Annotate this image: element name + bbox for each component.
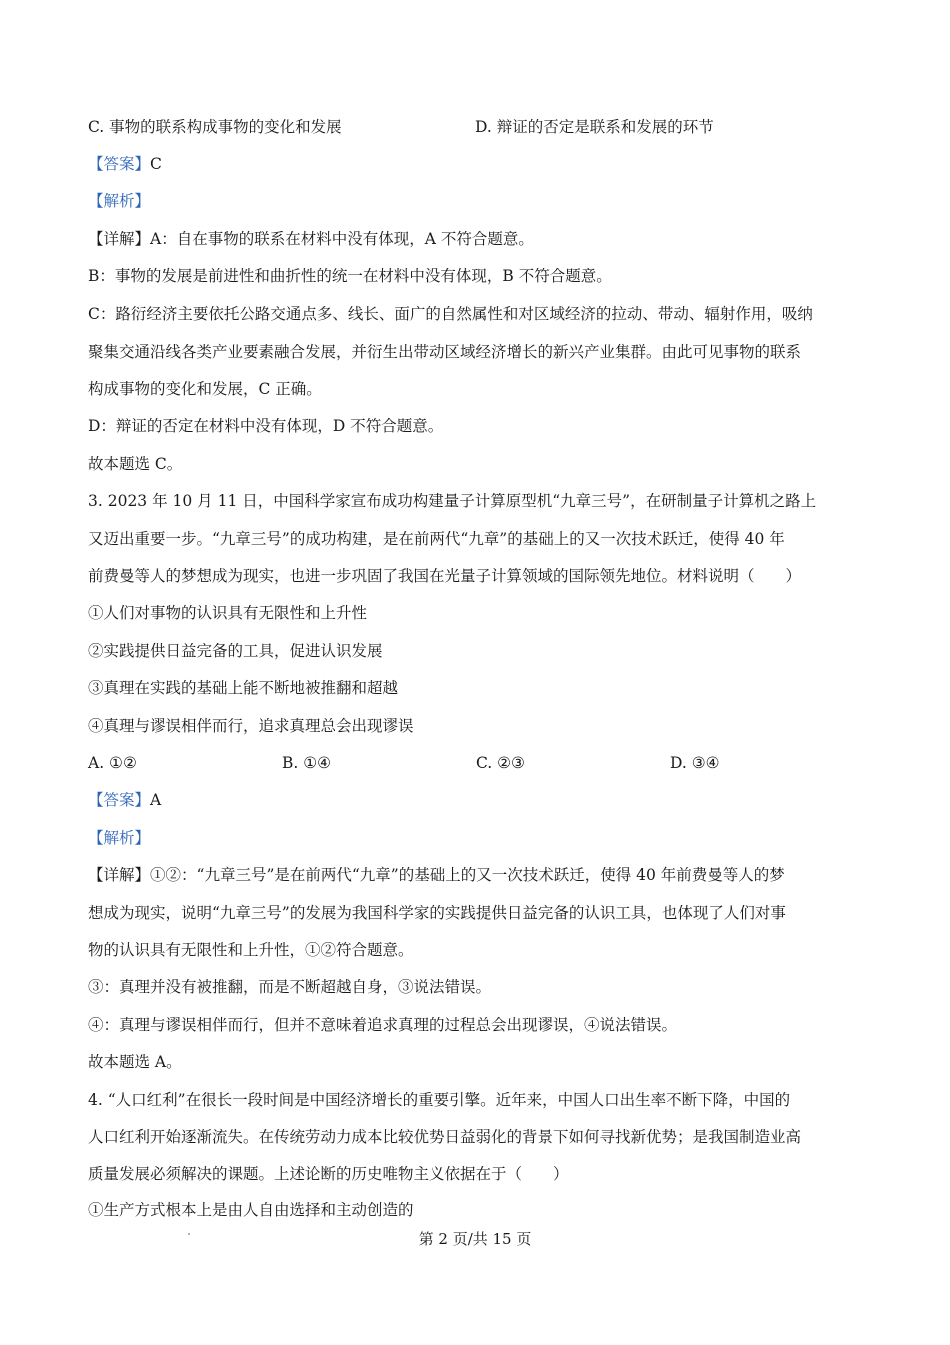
q2-detail-c-1: C：路衍经济主要依托公路交通点多、线长、面广的自然属性和对区域经济的拉动、带动、辐射作用，吸纳 — [88, 305, 813, 323]
q2-detail-d: D：辩证的否定在材料中没有体现，D 不符合题意。 — [88, 417, 444, 435]
q3-option-c: C. ②③ — [476, 754, 525, 772]
q3-option-a: A. ①② — [88, 754, 137, 772]
answer-tag: 【答案】 — [88, 791, 151, 809]
detail-text: ①②：“九章三号”是在前两代“九章”的基础上的又一次技术跃迁，使得 40 年前费曼等人的梦 — [150, 866, 785, 884]
q3-item-3: ③真理在实践的基础上能不断地被推翻和超越 — [88, 679, 399, 697]
detail-text: A：自在事物的联系在材料中没有体现，A 不符合题意。 — [150, 230, 534, 248]
answer-value: C — [150, 155, 162, 173]
q2-options-row — [88, 117, 868, 137]
q3-detail-1 — [88, 865, 868, 885]
q2-detail-a — [88, 229, 868, 249]
answer-tag: 【答案】 — [88, 155, 151, 173]
q3-stem-1: 3. 2023 年 10 月 11 日，中国科学家宣布成功构建量子计算原型机“九章三号”，在研制量子计算机之路上 — [88, 492, 817, 510]
page-footer: 第 2 页/共 15 页 — [418, 1230, 532, 1248]
q3-stem-2: 又迈出重要一步。“九章三号”的成功构建，是在前两代“九章”的基础上的又一次技术跃迁，使得 40 年 — [88, 530, 785, 548]
q3-detail-5: ④：真理与谬误相伴而行，但并不意味着追求真理的过程总会出现谬误，④说法错误。 — [88, 1016, 678, 1034]
q2-analysis-tag — [88, 191, 868, 211]
q3-option-b: B. ①④ — [282, 754, 332, 772]
q3-conclusion: 故本题选 A。 — [88, 1053, 182, 1071]
q4-item-1: ①生产方式根本上是由人自由选择和主动创造的 — [88, 1201, 414, 1219]
analysis-tag: 【解析】 — [88, 192, 151, 210]
q2-option-c: C. 事物的联系构成事物的变化和发展 — [88, 118, 342, 136]
detail-tag: 【详解】 — [88, 230, 151, 248]
q3-detail-4: ③：真理并没有被推翻，而是不断超越自身，③说法错误。 — [88, 978, 492, 996]
q2-detail-c-3: 构成事物的变化和发展，C 正确。 — [88, 380, 322, 398]
q3-stem-3: 前费曼等人的梦想成为现实，也进一步巩固了我国在光量子计算领域的国际领先地位。材料说明（ ） — [88, 567, 802, 585]
q3-analysis-tag — [88, 828, 868, 848]
q3-detail-3: 物的认识具有无限性和上升性，①②符合题意。 — [88, 941, 414, 959]
answer-value: A — [150, 791, 162, 809]
q3-item-2: ②实践提供日益完备的工具，促进认识发展 — [88, 642, 383, 660]
q3-item-4: ④真理与谬误相伴而行，追求真理总会出现谬误 — [88, 717, 414, 735]
q2-detail-c-2: 聚集交通沿线各类产业要素融合发展，并衍生出带动区域经济增长的新兴产业集群。由此可见事物的联系 — [88, 343, 802, 361]
q2-conclusion: 故本题选 C。 — [88, 455, 183, 473]
q3-item-1: ①人们对事物的认识具有无限性和上升性 — [88, 604, 368, 622]
q4-stem-2: 人口红利开始逐渐流失。在传统劳动力成本比较优势日益弱化的背景下如何寻找新优势；是我国制造业高 — [88, 1128, 802, 1146]
q3-answer — [88, 790, 868, 810]
detail-tag: 【详解】 — [88, 866, 151, 884]
q2-option-d: D. 辩证的否定是联系和发展的环节 — [475, 118, 714, 136]
q2-answer — [88, 154, 868, 174]
q3-option-d: D. ③④ — [670, 754, 720, 772]
q3-detail-2: 想成为现实，说明“九章三号”的发展为我国科学家的实践提供日益完备的认识工具，也体现了人们对事 — [88, 904, 786, 922]
q2-detail-b: B：事物的发展是前进性和曲折性的统一在材料中没有体现，B 不符合题意。 — [88, 267, 612, 285]
q4-stem-1: 4. “人口红利”在很长一段时间是中国经济增长的重要引擎。近年来，中国人口出生率不断下降，中国的 — [88, 1091, 791, 1109]
analysis-tag: 【解析】 — [88, 829, 151, 847]
q4-stem-3: 质量发展必须解决的课题。上述论断的历史唯物主义依据在于（ ） — [88, 1165, 569, 1183]
